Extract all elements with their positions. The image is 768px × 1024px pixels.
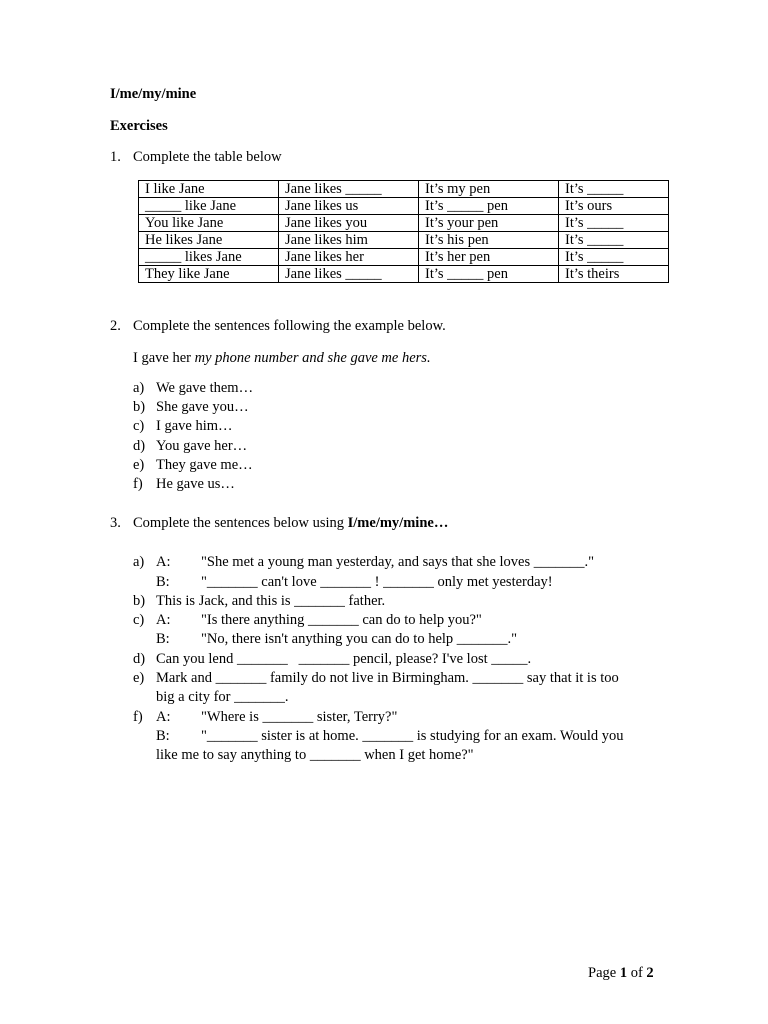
sentence: Mark and _______ family do not live in Birmingham. _______ say that it is too [156,670,619,686]
page-number [588,965,654,982]
item-label: c) [133,418,145,434]
item-label: e) [133,457,145,473]
table-cell: It’s _____ pen [419,266,559,283]
dialogue-line: "_______ sister is at home. _______ is studying for an exam. Would you [201,728,624,744]
table-cell: I like Jane [139,181,279,198]
table-cell: You like Jane [139,215,279,232]
table-cell: He likes Jane [139,232,279,249]
table-cell: They like Jane [139,266,279,283]
q1-number: 1. [110,149,121,165]
q3-instruction-plain: Complete the sentences below using [133,515,348,531]
q3-instruction-bold: I/me/my/mine… [347,515,449,531]
table-cell: Jane likes _____ [279,181,419,198]
list-item [133,438,247,455]
table-row [139,215,669,232]
item-label: f) [133,476,143,492]
table-cell: It’s your pen [419,215,559,232]
item-text: I gave him… [156,418,233,434]
item-label: d) [133,651,146,667]
dialogue-line: "Where is _______ sister, Terry?" [201,709,398,725]
dialogue-line: "_______ can't love _______ ! _______ only met yesterday! [201,574,553,590]
table-cell: It’s her pen [419,249,559,266]
q3-instruction [133,515,448,532]
table-cell: It’s ours [559,198,669,215]
speaker-label: B: [156,631,170,647]
sentence: This is Jack, and this is _______ father. [156,593,386,609]
table-cell: It’s _____ [559,181,669,198]
item-text: They gave me… [156,457,253,473]
q2-example-italic: my phone number and she gave me hers. [194,350,431,366]
table-cell: It’s _____ pen [419,198,559,215]
item-label: b) [133,399,146,415]
table-row [139,232,669,249]
list-item [133,418,233,435]
table-row [139,198,669,215]
speaker-label: A: [156,612,171,628]
speaker-label: A: [156,709,171,725]
speaker-label: A: [156,554,171,570]
sentence: big a city for _______. [156,689,289,705]
speaker-label: B: [156,574,170,590]
item-label: d) [133,438,146,454]
q1-instruction: Complete the table below [133,149,282,165]
item-text: We gave them… [156,380,254,396]
table-cell: It’s my pen [419,181,559,198]
dialogue-line: "Is there anything _______ can do to help you?" [201,612,482,628]
pronoun-table [138,180,669,283]
page-total: 2 [646,965,654,981]
item-text: You gave her… [156,438,248,454]
table-row [139,181,669,198]
dialogue-line: "She met a young man yesterday, and says that she loves _______." [201,554,595,570]
list-item [133,457,253,474]
page-title: I/me/my/mine [110,86,197,102]
table-row [139,249,669,266]
q2-number: 2. [110,318,121,334]
page-word: Page [588,965,620,981]
item-text: She gave you… [156,399,249,415]
speaker-label: B: [156,728,170,744]
list-item [133,399,249,416]
table-cell: It’s _____ [559,232,669,249]
item-label: b) [133,593,146,609]
item-label: e) [133,670,145,686]
table-cell: It’s theirs [559,266,669,283]
table-cell: Jane likes you [279,215,419,232]
item-label: f) [133,709,143,725]
q2-example [133,350,431,367]
table-cell: It’s _____ [559,249,669,266]
item-label: c) [133,612,145,628]
item-label: a) [133,380,145,396]
table-cell: Jane likes us [279,198,419,215]
dialogue-line: like me to say anything to _______ when I get home?" [156,747,474,763]
table-cell: It’s his pen [419,232,559,249]
table-cell: _____ like Jane [139,198,279,215]
q3-number: 3. [110,515,121,531]
sentence: Can you lend _______ _______ pencil, please? I've lost _____. [156,651,532,667]
q2-example-plain: I gave her [133,350,195,366]
table-cell: It’s _____ [559,215,669,232]
table-row [139,266,669,283]
page-current: 1 [619,965,628,981]
list-item [133,476,235,493]
table-cell: Jane likes her [279,249,419,266]
item-label: a) [133,554,145,570]
item-text: He gave us… [156,476,235,492]
q2-instruction: Complete the sentences following the example below. [133,318,446,334]
table-cell: Jane likes _____ [279,266,419,283]
table-cell: _____ likes Jane [139,249,279,266]
page-of: of [627,965,647,981]
table-cell: Jane likes him [279,232,419,249]
dialogue-line: "No, there isn't anything you can do to help _______." [201,631,518,647]
list-item [133,380,253,397]
section-heading: Exercises [110,118,168,134]
